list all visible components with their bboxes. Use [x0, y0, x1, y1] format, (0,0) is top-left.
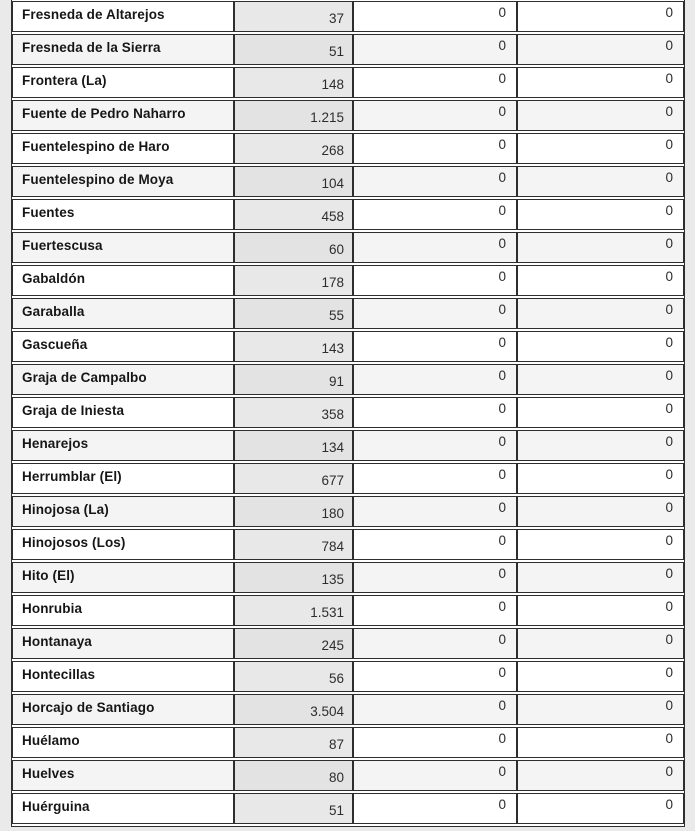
- municipality-name-cell: Fuertescusa: [12, 232, 234, 263]
- population-cell: 134: [234, 430, 353, 461]
- population-cell: 180: [234, 496, 353, 527]
- municipality-name-cell: Huelves: [12, 760, 234, 791]
- municipality-name-cell: Fresneda de la Sierra: [12, 34, 234, 65]
- value-cell-3: 0: [353, 166, 517, 197]
- municipality-name-cell: Herrumblar (El): [12, 463, 234, 494]
- value-cell-3: 0: [353, 232, 517, 263]
- value-cell-3: 0: [353, 397, 517, 428]
- value-cell-3: 0: [353, 67, 517, 98]
- value-cell-3: 0: [353, 364, 517, 395]
- table-row: [12, 529, 684, 560]
- table-row: [12, 100, 684, 131]
- population-cell: 245: [234, 628, 353, 659]
- value-cell-4: 0: [517, 562, 684, 593]
- value-cell-3: 0: [353, 199, 517, 230]
- value-cell-3: 0: [353, 331, 517, 362]
- value-cell-4: 0: [517, 298, 684, 329]
- population-cell: 358: [234, 397, 353, 428]
- municipality-name-cell: Huérguina: [12, 793, 234, 824]
- municipality-name-cell: Huélamo: [12, 727, 234, 758]
- value-cell-4: 0: [517, 463, 684, 494]
- table-row: [12, 760, 684, 791]
- population-cell: 148: [234, 67, 353, 98]
- table-row: [12, 727, 684, 758]
- population-cell: 135: [234, 562, 353, 593]
- population-cell: 91: [234, 364, 353, 395]
- value-cell-3: 0: [353, 628, 517, 659]
- population-cell: 143: [234, 331, 353, 362]
- population-cell: 37: [234, 1, 353, 32]
- value-cell-4: 0: [517, 430, 684, 461]
- value-cell-3: 0: [353, 298, 517, 329]
- population-cell: 55: [234, 298, 353, 329]
- municipality-name-cell: Hinojosa (La): [12, 496, 234, 527]
- table-row: [12, 199, 684, 230]
- municipality-name-cell: Fuentelespino de Haro: [12, 133, 234, 164]
- value-cell-3: 0: [353, 265, 517, 296]
- value-cell-4: 0: [517, 793, 684, 824]
- municipality-name-cell: Gabaldón: [12, 265, 234, 296]
- value-cell-4: 0: [517, 1, 684, 32]
- value-cell-4: 0: [517, 628, 684, 659]
- value-cell-3: 0: [353, 760, 517, 791]
- municipality-name-cell: Horcajo de Santiago: [12, 694, 234, 725]
- municipality-name-cell: Graja de Campalbo: [12, 364, 234, 395]
- municipality-name-cell: Hito (El): [12, 562, 234, 593]
- table-row: [12, 496, 684, 527]
- value-cell-4: 0: [517, 727, 684, 758]
- population-cell: 677: [234, 463, 353, 494]
- value-cell-3: 0: [353, 496, 517, 527]
- value-cell-4: 0: [517, 331, 684, 362]
- municipality-name-cell: Garaballa: [12, 298, 234, 329]
- municipality-name-cell: Fuentes: [12, 199, 234, 230]
- value-cell-3: 0: [353, 562, 517, 593]
- table-row: [12, 364, 684, 395]
- table-row: [12, 298, 684, 329]
- population-cell: 80: [234, 760, 353, 791]
- municipalities-table: [11, 0, 685, 827]
- municipality-name-cell: Graja de Iniesta: [12, 397, 234, 428]
- table-row: [12, 661, 684, 692]
- value-cell-4: 0: [517, 133, 684, 164]
- value-cell-3: 0: [353, 34, 517, 65]
- municipality-name-cell: Honrubia: [12, 595, 234, 626]
- value-cell-4: 0: [517, 199, 684, 230]
- value-cell-4: 0: [517, 67, 684, 98]
- value-cell-4: 0: [517, 529, 684, 560]
- value-cell-3: 0: [353, 595, 517, 626]
- value-cell-4: 0: [517, 265, 684, 296]
- value-cell-3: 0: [353, 727, 517, 758]
- value-cell-3: 0: [353, 694, 517, 725]
- value-cell-4: 0: [517, 595, 684, 626]
- value-cell-4: 0: [517, 364, 684, 395]
- population-cell: 56: [234, 661, 353, 692]
- table-row: [12, 793, 684, 824]
- municipality-name-cell: Fresneda de Altarejos: [12, 1, 234, 32]
- value-cell-4: 0: [517, 166, 684, 197]
- value-cell-3: 0: [353, 1, 517, 32]
- table-row: [12, 397, 684, 428]
- municipality-name-cell: Frontera (La): [12, 67, 234, 98]
- population-cell: 3.504: [234, 694, 353, 725]
- municipality-name-cell: Henarejos: [12, 430, 234, 461]
- value-cell-4: 0: [517, 760, 684, 791]
- table-row: [12, 463, 684, 494]
- table-row: [12, 562, 684, 593]
- table-body: [12, 1, 684, 824]
- population-cell: 458: [234, 199, 353, 230]
- value-cell-4: 0: [517, 694, 684, 725]
- municipality-name-cell: Hontecillas: [12, 661, 234, 692]
- population-cell: 268: [234, 133, 353, 164]
- municipality-name-cell: Hontanaya: [12, 628, 234, 659]
- table-row: [12, 628, 684, 659]
- value-cell-3: 0: [353, 430, 517, 461]
- value-cell-4: 0: [517, 232, 684, 263]
- value-cell-4: 0: [517, 100, 684, 131]
- municipality-name-cell: Fuente de Pedro Naharro: [12, 100, 234, 131]
- table-row: [12, 34, 684, 65]
- population-cell: 60: [234, 232, 353, 263]
- municipality-name-cell: Fuentelespino de Moya: [12, 166, 234, 197]
- table-row: [12, 133, 684, 164]
- value-cell-3: 0: [353, 793, 517, 824]
- value-cell-4: 0: [517, 34, 684, 65]
- population-cell: 87: [234, 727, 353, 758]
- population-cell: 784: [234, 529, 353, 560]
- table-row: [12, 694, 684, 725]
- table-row: [12, 166, 684, 197]
- value-cell-3: 0: [353, 463, 517, 494]
- population-cell: 51: [234, 34, 353, 65]
- table-row: [12, 430, 684, 461]
- table-row: [12, 331, 684, 362]
- table-row: [12, 67, 684, 98]
- table-row: [12, 1, 684, 32]
- population-cell: 104: [234, 166, 353, 197]
- value-cell-3: 0: [353, 100, 517, 131]
- population-cell: 178: [234, 265, 353, 296]
- table-row: [12, 595, 684, 626]
- municipality-name-cell: Hinojosos (Los): [12, 529, 234, 560]
- value-cell-3: 0: [353, 529, 517, 560]
- value-cell-3: 0: [353, 133, 517, 164]
- value-cell-4: 0: [517, 496, 684, 527]
- value-cell-4: 0: [517, 397, 684, 428]
- value-cell-3: 0: [353, 661, 517, 692]
- municipality-name-cell: Gascueña: [12, 331, 234, 362]
- value-cell-4: 0: [517, 661, 684, 692]
- table-row: [12, 232, 684, 263]
- population-cell: 51: [234, 793, 353, 824]
- table-row: [12, 265, 684, 296]
- population-cell: 1.215: [234, 100, 353, 131]
- population-cell: 1.531: [234, 595, 353, 626]
